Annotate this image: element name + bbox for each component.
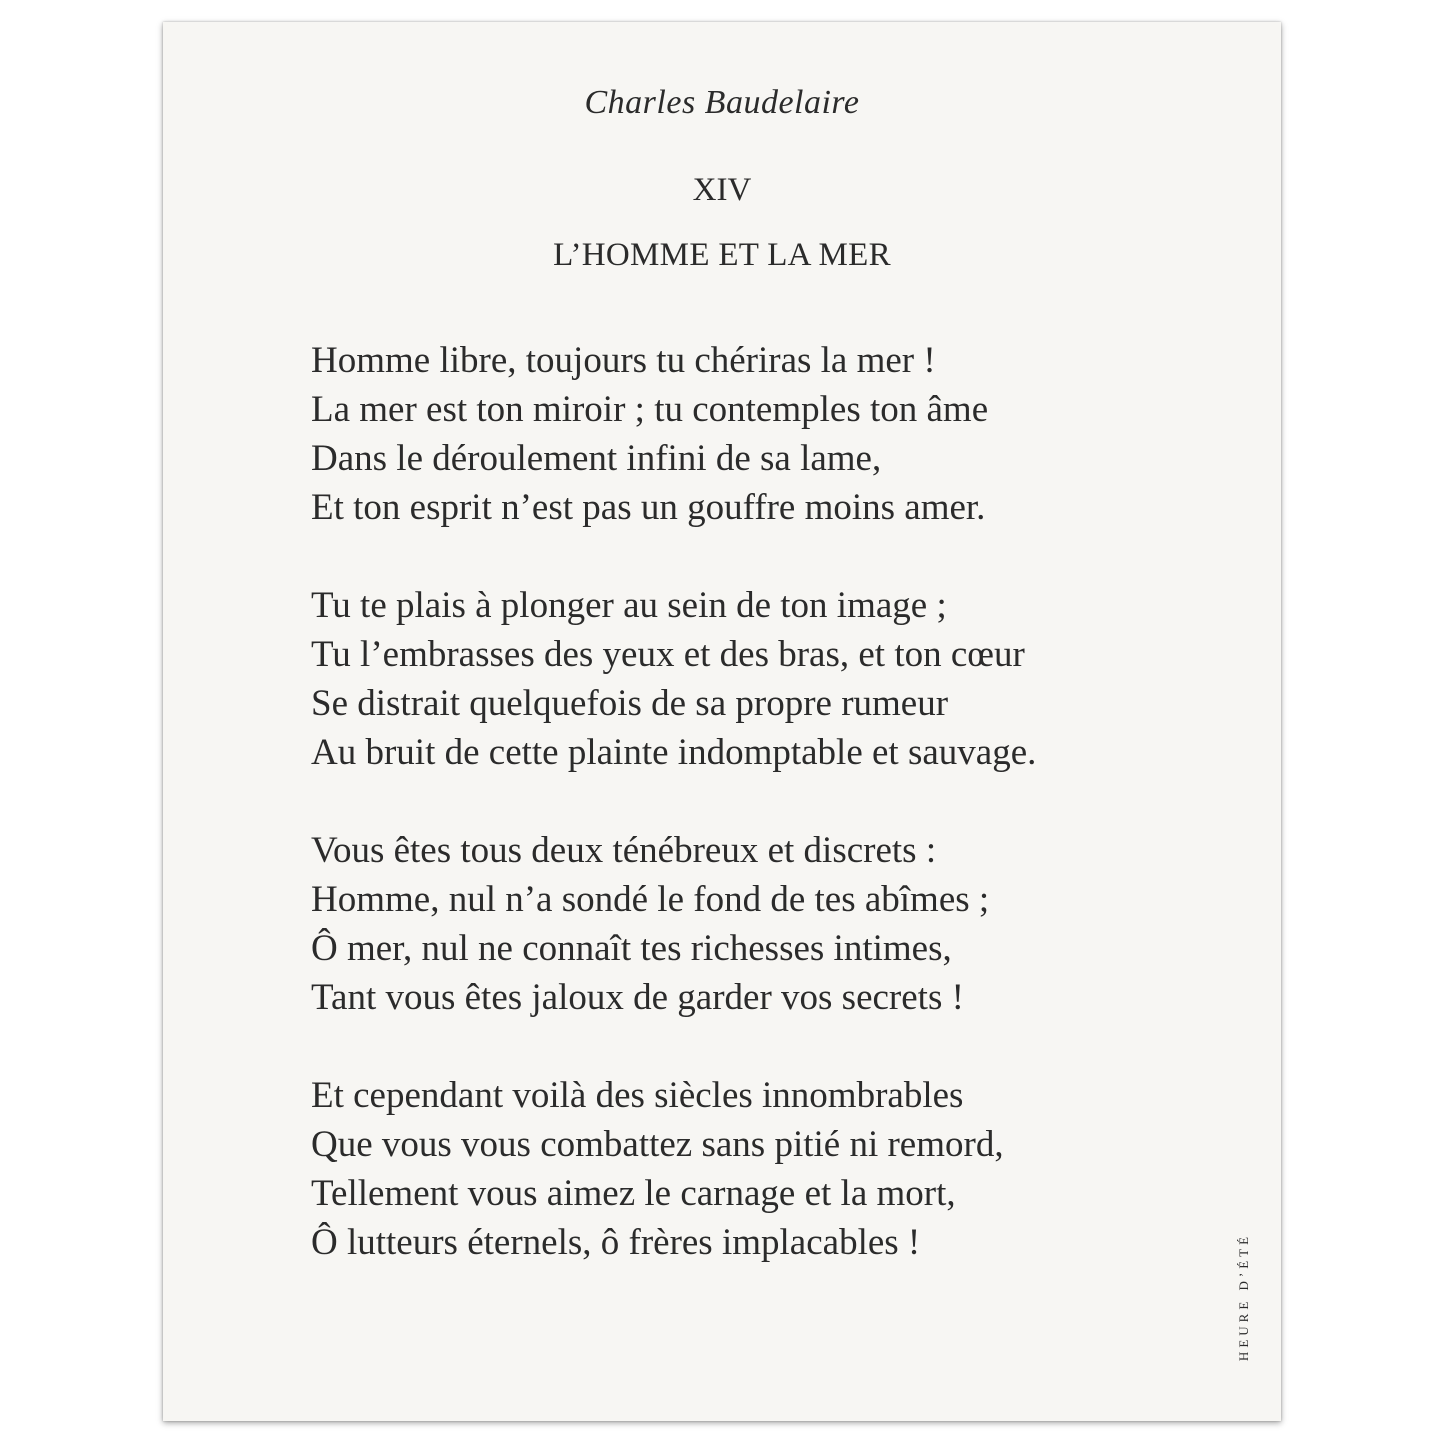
poem-body [311,336,1171,1316]
verse-line: Se distrait quelquefois de sa propre rumeur [311,683,949,724]
stanza-1 [311,336,1171,532]
verse-line: Tant vous êtes jaloux de garder vos secrets ! [311,977,964,1018]
verse-line: Tu te plais à plonger au sein de ton image ; [311,585,947,626]
verse-line: Au bruit de cette plainte indomptable et sauvage. [311,732,1037,773]
stanza-3 [311,826,1171,1022]
brand-label: HEURE D’ÉTÉ [1236,1232,1251,1362]
author-name: Charles Baudelaire [584,84,860,121]
poem-number: XIV [692,172,752,208]
stanza-4 [311,1071,1171,1267]
poem-poster [163,22,1281,1421]
verse-line: Que vous vous combattez sans pitié ni remord, [311,1124,1004,1165]
verse-line: Dans le déroulement infini de sa lame, [311,438,882,479]
verse-line: Tellement vous aimez le carnage et la mort, [311,1173,956,1214]
verse-line: Et cependant voilà des siècles innombrables [311,1075,964,1116]
verse-line: Ô lutteurs éternels, ô frères implacables ! [311,1222,921,1263]
verse-line: Ô mer, nul ne connaît tes richesses intimes, [311,928,952,969]
verse-line: La mer est ton miroir ; tu contemples ton âme [311,389,989,430]
poem-title: L’HOMME ET LA MER [553,237,891,273]
stanza-2 [311,581,1171,777]
verse-line: Et ton esprit n’est pas un gouffre moins amer. [311,487,986,528]
brand-mark [1233,1222,1255,1372]
verse-line: Homme libre, toujours tu chériras la mer ! [311,340,936,381]
verse-line: Tu l’embrasses des yeux et des bras, et ton cœur [311,634,1025,675]
verse-line: Homme, nul n’a sondé le fond de tes abîmes ; [311,879,990,920]
verse-line: Vous êtes tous deux ténébreux et discrets : [311,830,937,871]
